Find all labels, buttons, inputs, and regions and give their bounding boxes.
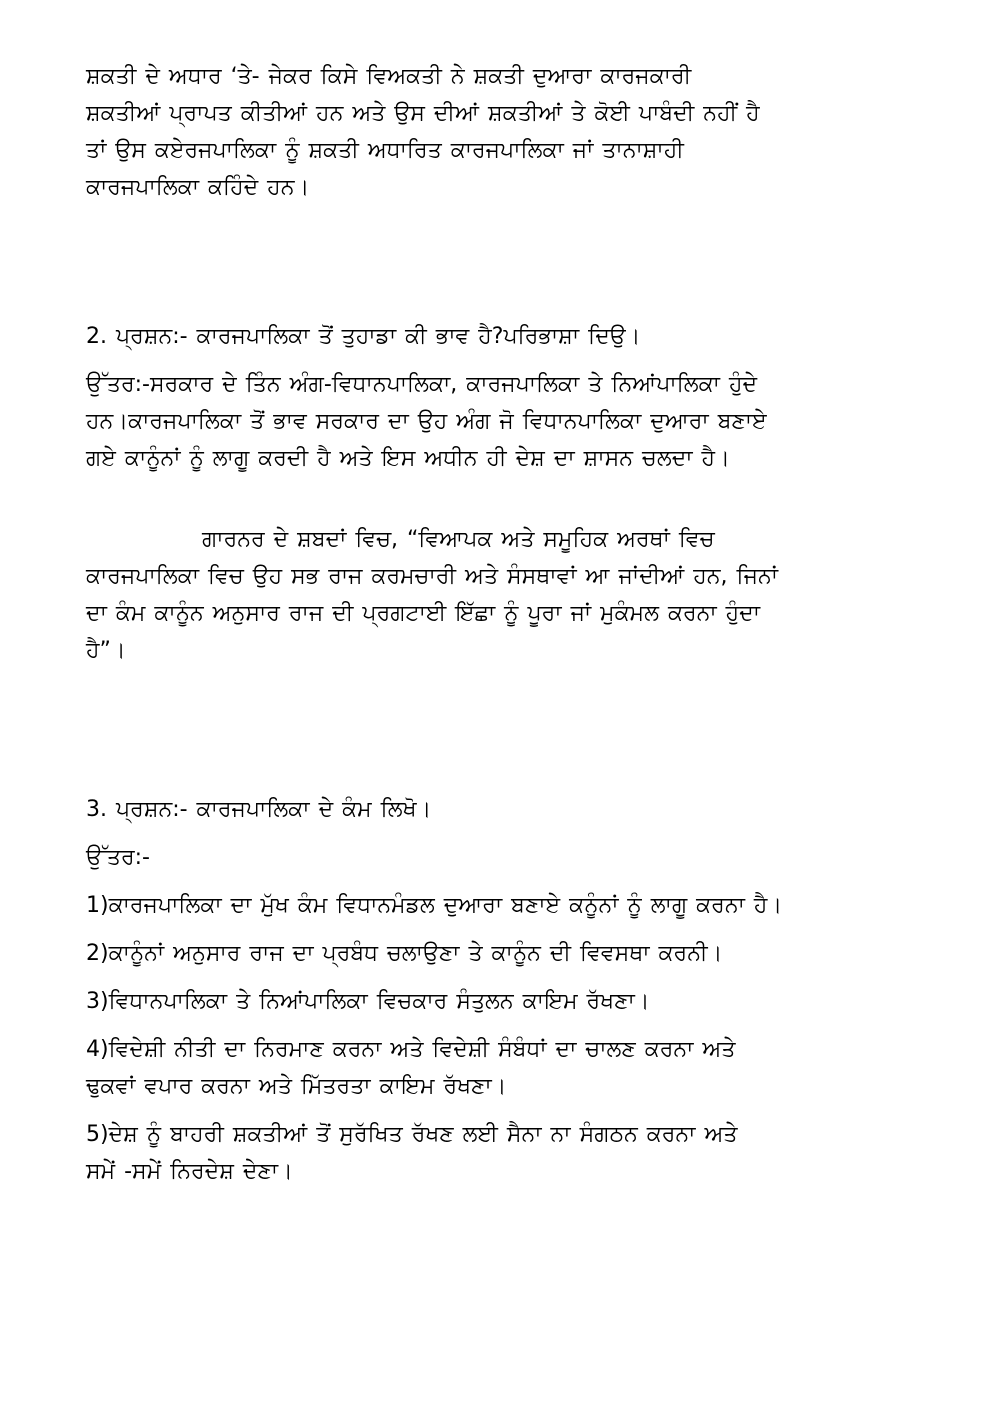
list-item [86, 935, 926, 972]
list-item-line: 1)ਕਾਰਜਪਾਲਿਕਾ ਦਾ ਮੁੱਖ ਕੰਮ ਵਿਧਾਨਮੰਡਲ ਦੁਆਰਾ ਬਣਾਏ ਕਨੂੰਨਾਂ ਨੂੰ ਲਾਗੂ ਕਰਨਾ ਹੈ। [86, 893, 783, 918]
answer-line: ਉੱਤਰ:-ਸਰਕਾਰ ਦੇ ਤਿੰਨ ਅੰਗ-ਵਿਧਾਨਪਾਲਿਕਾ, ਕਾਰਜਪਾਲਿਕਾ ਤੇ ਨਿਆਂਪਾਲਿਕਾ ਹੁੰਦੇ [86, 372, 758, 397]
quote-line: ਹੈ”। [86, 638, 126, 663]
intro-line: ਸ਼ਕਤੀਆਂ ਪ੍ਰਾਪਤ ਕੀਤੀਆਂ ਹਨ ਅਤੇ ਉਸ ਦੀਆਂ ਸ਼ਕਤੀਆਂ ਤੇ ਕੋਈ ਪਾਬੰਦੀ ਨਹੀਂ ਹੈ [86, 101, 760, 126]
quote-line: ਕਾਰਜਪਾਲਿਕਾ ਵਿਚ ਉਹ ਸਭ ਰਾਜ ਕਰਮਚਾਰੀ ਅਤੇ ਸੰਸਥਾਵਾਂ ਆ ਜਾਂਦੀਆਂ ਹਨ, ਜਿਨਾਂ [86, 564, 778, 589]
list-item-line: ਸਮੇਂ -ਸਮੇਂ ਨਿਰਦੇਸ਼ ਦੇਣਾ। [86, 1159, 293, 1184]
quote-line: ਗਾਰਨਰ ਦੇ ਸ਼ਬਦਾਂ ਵਿਚ, “ਵਿਆਪਕ ਅਤੇ ਸਮੂਹਿਕ ਅਰਥਾਂ ਵਿਚ [202, 527, 715, 552]
question-3-answer-label: ਉੱਤਰ:- [86, 845, 150, 870]
list-item [86, 1116, 926, 1190]
list-item [86, 983, 926, 1020]
intro-paragraph [86, 58, 926, 206]
intro-line: ਸ਼ਕਤੀ ਦੇ ਅਧਾਰ ‘ਤੇ- ਜੇਕਰ ਕਿਸੇ ਵਿਅਕਤੀ ਨੇ ਸ਼ਕਤੀ ਦੁਆਰਾ ਕਾਰਜਕਾਰੀ [86, 64, 692, 89]
list-item-line: 5)ਦੇਸ਼ ਨੂੰ ਬਾਹਰੀ ਸ਼ਕਤੀਆਂ ਤੋਂ ਸੁਰੱਖਿਤ ਰੱਖਣ ਲਈ ਸੈਨਾ ਨਾ ਸੰਗਠਨ ਕਰਨਾ ਅਤੇ [86, 1122, 738, 1147]
document-page [86, 58, 926, 1190]
list-item [86, 1031, 926, 1105]
list-item-line: 4)ਵਿਦੇਸ਼ੀ ਨੀਤੀ ਦਾ ਨਿਰਮਾਣ ਕਰਨਾ ਅਤੇ ਵਿਦੇਸ਼ੀ ਸੰਬੰਧਾਂ ਦਾ ਚਾਲਣ ਕਰਨਾ ਅਤੇ [86, 1037, 736, 1062]
list-item-line: 3)ਵਿਧਾਨਪਾਲਿਕਾ ਤੇ ਨਿਆਂਪਾਲਿਕਾ ਵਿਚਕਾਰ ਸੰਤੁਲਨ ਕਾਇਮ ਰੱਖਣਾ। [86, 989, 650, 1014]
list-item-line: 2)ਕਾਨੂੰਨਾਂ ਅਨੁਸਾਰ ਰਾਜ ਦਾ ਪ੍ਰਬੰਧ ਚਲਾਉਣਾ ਤੇ ਕਾਨੂੰਨ ਦੀ ਵਿਵਸਥਾ ਕਰਨੀ। [86, 941, 723, 966]
quote-line: ਦਾ ਕੰਮ ਕਾਨੂੰਨ ਅਨੁਸਾਰ ਰਾਜ ਦੀ ਪ੍ਰਗਟਾਈ ਇੱਛਾ ਨੂੰ ਪੂਰਾ ਜਾਂ ਮੁਕੰਮਲ ਕਰਨਾ ਹੁੰਦਾ [86, 601, 761, 626]
answer-line: ਹਨ।ਕਾਰਜਪਾਲਿਕਾ ਤੋਂ ਭਾਵ ਸਰਕਾਰ ਦਾ ਉਹ ਅੰਗ ਜੋ ਵਿਧਾਨਪਾਲਿਕਾ ਦੁਆਰਾ ਬਣਾਏ [86, 409, 767, 434]
list-item [86, 887, 926, 924]
question-3-heading: 3. ਪ੍ਰਸ਼ਨ:- ਕਾਰਜਪਾਲਿਕਾ ਦੇ ਕੰਮ ਲਿਖੋ। [86, 797, 432, 822]
answer-line: ਗਏ ਕਾਨੂੰਨਾਂ ਨੂੰ ਲਾਗੂ ਕਰਦੀ ਹੈ ਅਤੇ ਇਸ ਅਧੀਨ ਹੀ ਦੇਸ਼ ਦਾ ਸ਼ਾਸਨ ਚਲਦਾ ਹੈ। [86, 446, 730, 471]
intro-line: ਤਾਂ ਉਸ ਕਏਰਜਪਾਲਿਕਾ ਨੂੰ ਸ਼ਕਤੀ ਅਧਾਰਿਤ ਕਾਰਜਪਾਲਿਕਾ ਜਾਂ ਤਾਨਾਸ਼ਾਹੀ [86, 138, 684, 163]
garner-quote [86, 521, 926, 669]
intro-line: ਕਾਰਜਪਾਲਿਕਾ ਕਹਿੰਦੇ ਹਨ। [86, 175, 310, 200]
question-2-heading: 2. ਪ੍ਰਸ਼ਨ:- ਕਾਰਜਪਾਲਿਕਾ ਤੋਂ ਤੁਹਾਡਾ ਕੀ ਭਾਵ ਹੈ?ਪਰਿਭਾਸ਼ਾ ਦਿਉ। [86, 324, 641, 349]
list-item-line: ਢੁਕਵਾਂ ਵਪਾਰ ਕਰਨਾ ਅਤੇ ਮਿੱਤਰਤਾ ਕਾਇਮ ਰੱਖਣਾ। [86, 1074, 507, 1099]
question-2-answer [86, 366, 926, 477]
